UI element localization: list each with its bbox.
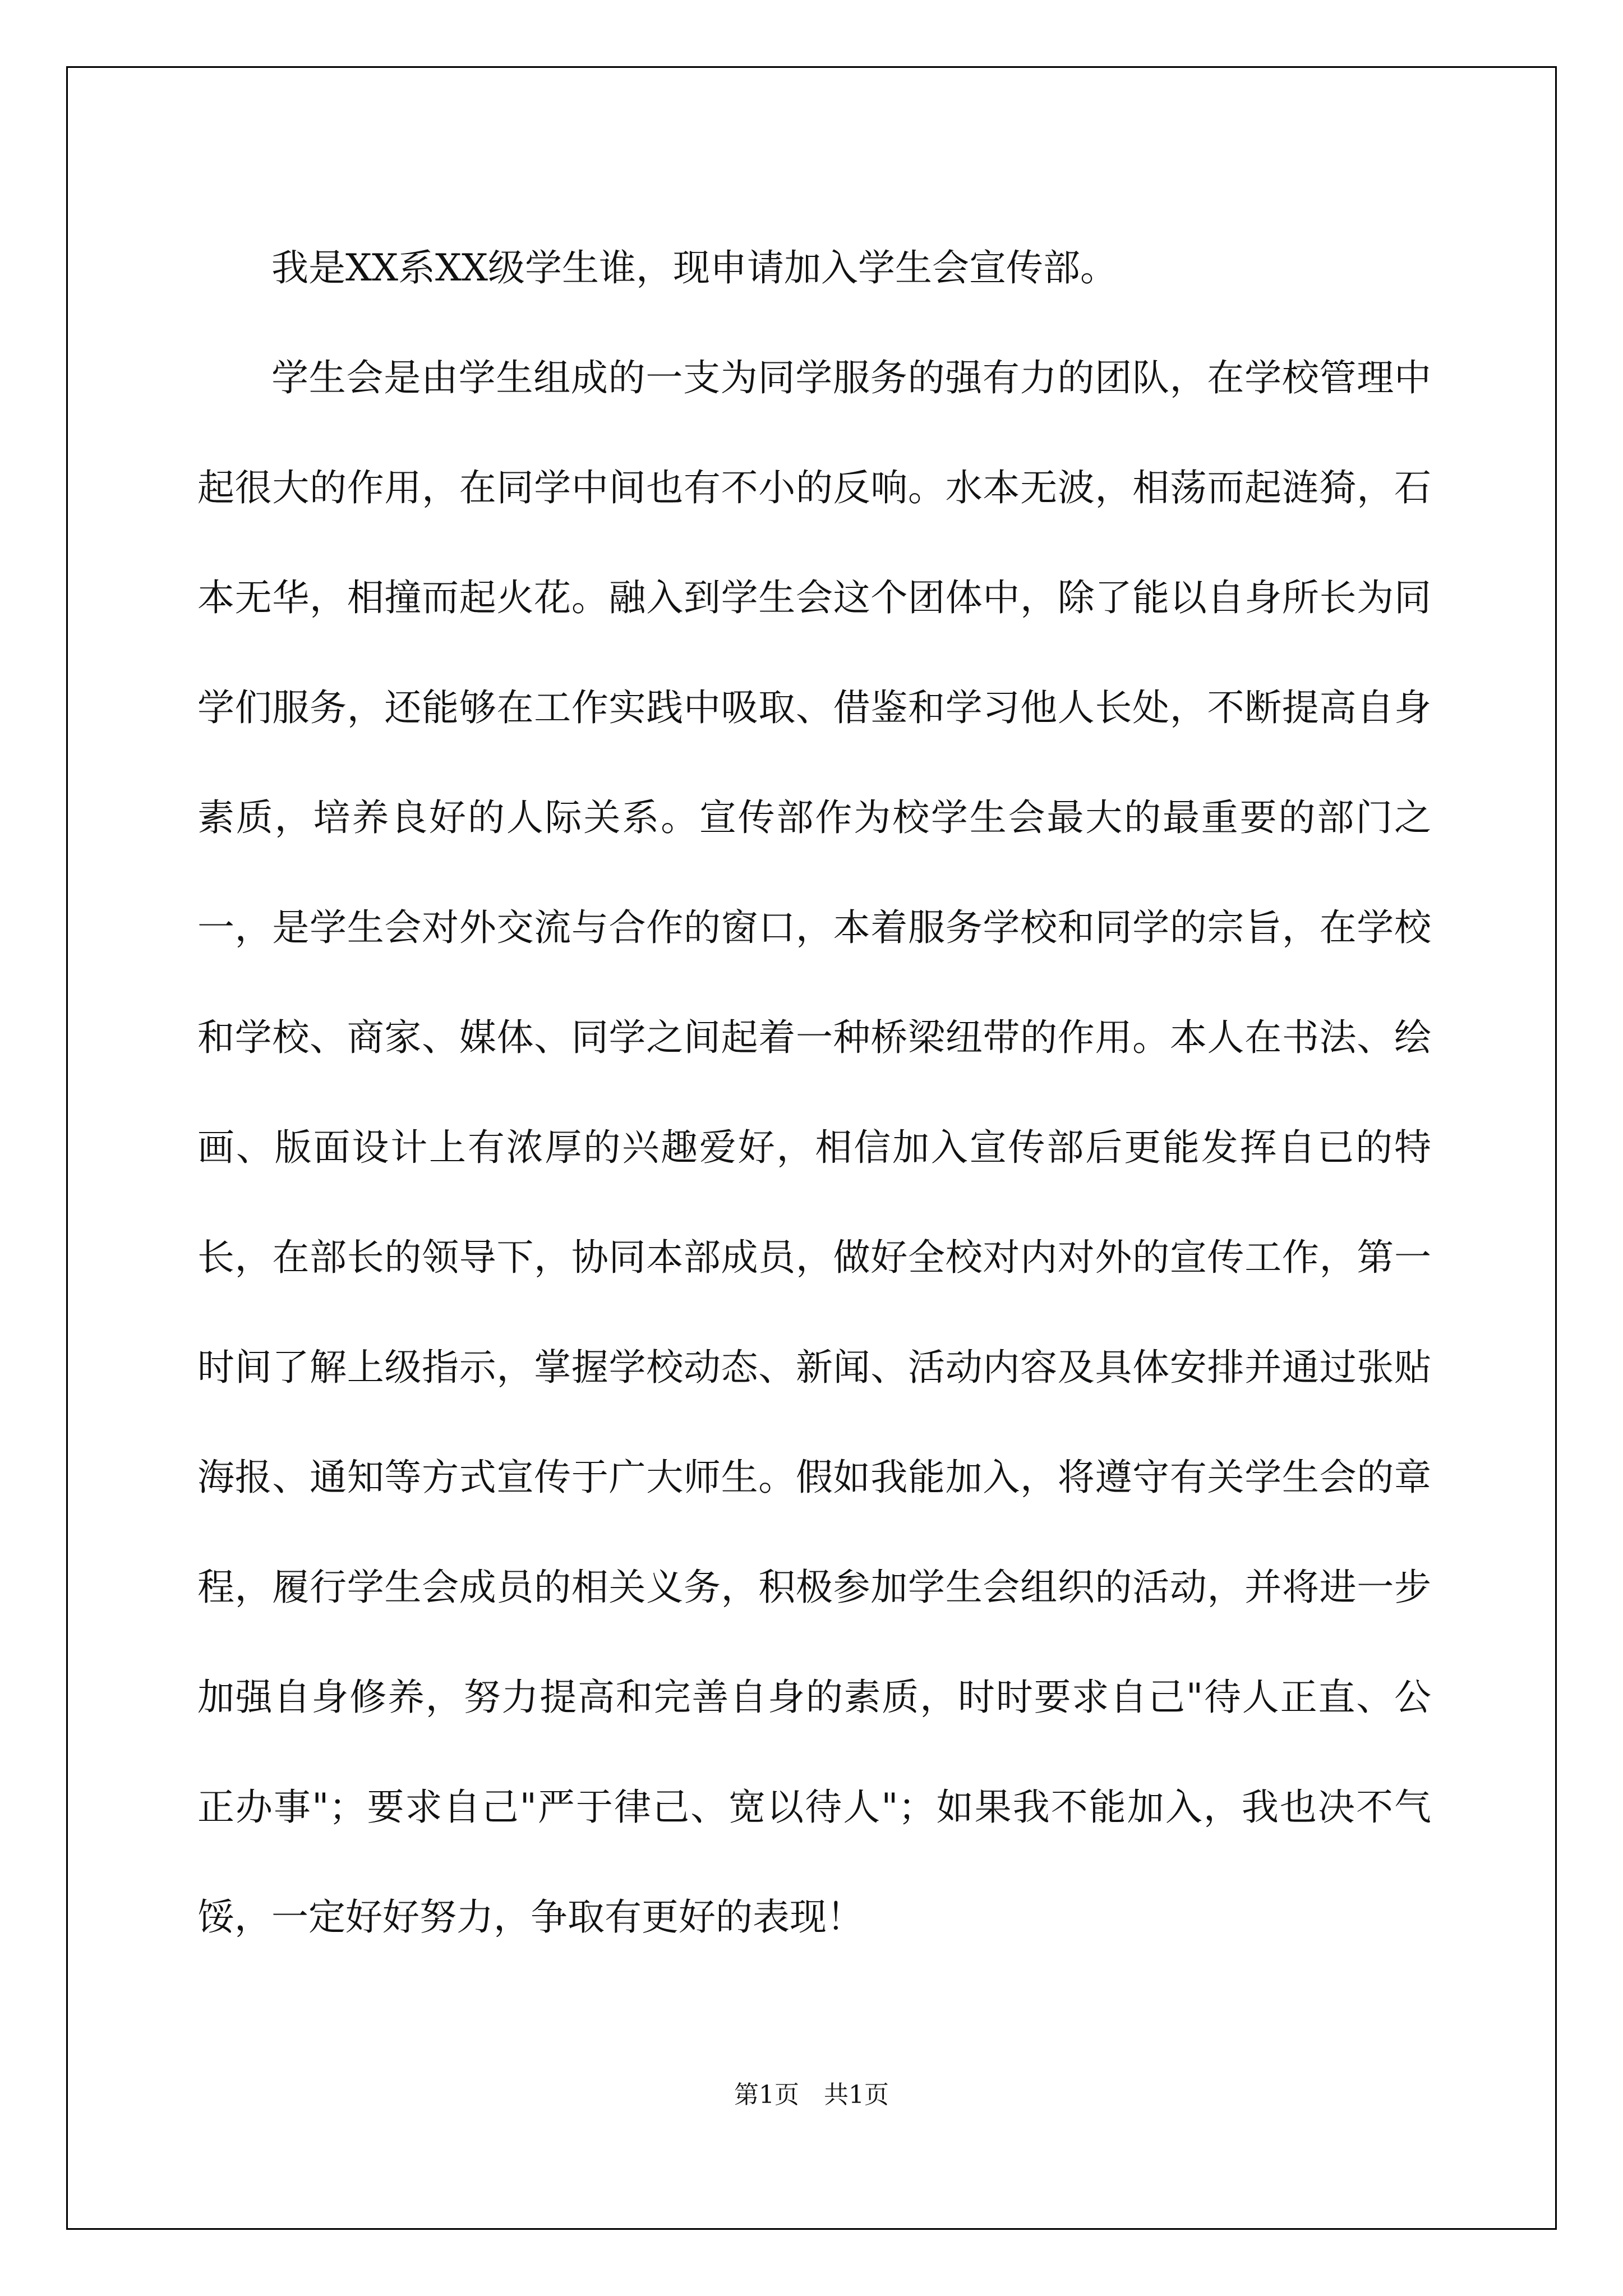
document-body — [197, 213, 1431, 1972]
paragraph-main: 学生会是由学生组成的一支为同学服务的强有力的团队，在学校管理中起很大的作用，在同学中间也有不小的反响。水本无波，相荡而起涟猗，石本无华，相撞而起火花。融入到学生会这个团体中，除了能以自身所长为同学们服务，还能够在工作实践中吸取、借鉴和学习他人长处，不断提高自身素质，培养良好的人际关系。宣传部作为校学生会最大的最重要的部门之一，是学生会对外交流与合作的窗口，本着服务学校和同学的宗旨，在学校和学校、商家、媒体、同学之间起着一种桥梁纽带的作用。本人在书法、绘画、版面设计上有浓厚的兴趣爱好，相信加入宣传部后更能发挥自已的特长，在部长的领导下，协同本部成员，做好全校对内对外的宣传工作，第一时间了解上级指示，掌握学校动态、新闻、活动内容及具体安排并通过张贴海报、通知等方式宣传于广大师生。假如我能加入，将遵守有关学生会的章程，履行学生会成员的相关义务，积极参加学生会组织的活动，并将进一步加强自身修养，努力提高和完善自身的素质，时时要求自己"待人正直、公正办事"；要求自己"严于律己、宽以待人"；如果我不能加入，我也决不气馁，一定好好努力，争取有更好的表现！ — [197, 356, 1431, 1939]
paragraph-intro: 我是XX系XX级学生谁，现申请加入学生会宣传部。 — [271, 246, 1117, 289]
page-footer — [0, 2074, 1623, 2110]
page-number: 第1页 — [734, 2081, 799, 2109]
page-total: 共1页 — [824, 2081, 889, 2109]
